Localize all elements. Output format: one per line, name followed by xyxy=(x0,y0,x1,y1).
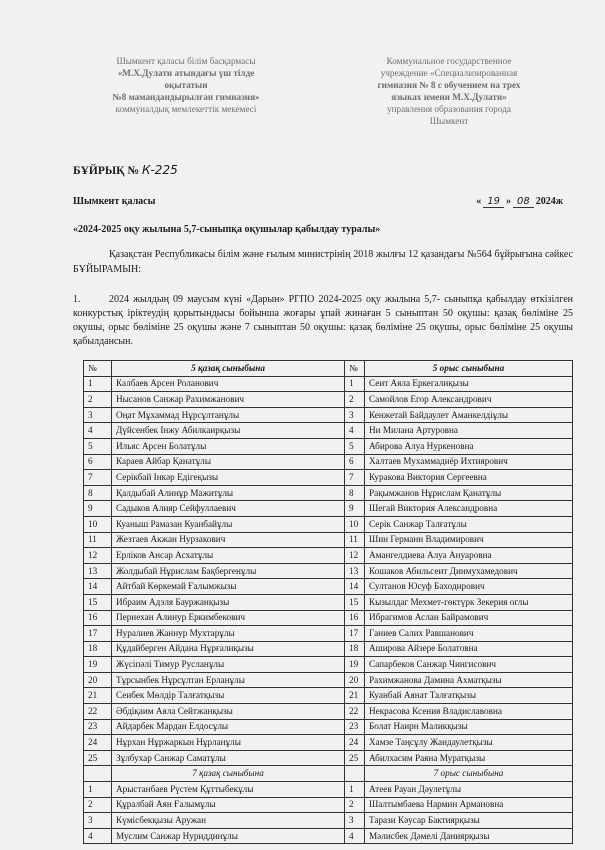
student-name-russian: Рахимжанова Дамина Ахматқызы xyxy=(365,672,573,688)
row-number-kazakh: 7 xyxy=(84,470,112,486)
student-name-kazakh: Калбаев Арсен Роланович xyxy=(112,376,345,392)
row-number-kazakh: 17 xyxy=(84,626,112,642)
student-name-kazakh: Айтбай Көркемай Ғалымжызы xyxy=(112,579,345,595)
row-number-kazakh: 6 xyxy=(84,454,112,470)
table-row xyxy=(84,657,573,673)
row-number-russian: 15 xyxy=(345,594,365,610)
row-number-kazakh: 1 xyxy=(84,376,112,392)
col-header-no: № xyxy=(84,361,112,377)
row-number-russian: 18 xyxy=(345,641,365,657)
row-number-kazakh: 10 xyxy=(84,516,112,532)
student-name-russian: Халтаев Мухаммадиёр Ихтиярович xyxy=(365,454,573,470)
student-name-russian: Ибрагимов Аслан Байрамович xyxy=(365,610,573,626)
letterhead-kz-line: оқытатын xyxy=(164,80,208,90)
row-number-russian: 11 xyxy=(345,532,365,548)
table-row xyxy=(84,438,573,454)
row-number-russian: 5 xyxy=(345,438,365,454)
table-row xyxy=(84,610,573,626)
table-row xyxy=(84,782,573,798)
letterhead-ru-line: учреждение «Специализированная xyxy=(380,68,518,78)
col-header-no: № xyxy=(345,361,365,377)
section-cell-empty xyxy=(84,766,112,782)
row-number-kazakh: 12 xyxy=(84,548,112,564)
table-row xyxy=(84,392,573,408)
letterhead-ru-line: Коммунальное государственное xyxy=(386,56,512,66)
col-header-kazakh-5: 5 қазақ сыныбына xyxy=(112,361,345,377)
row-number-kazakh: 22 xyxy=(84,704,112,720)
grade7-rows xyxy=(84,782,573,844)
student-name-russian: Рақымжанов Нұрислам Қанатұлы xyxy=(365,485,573,501)
table-row xyxy=(84,516,573,532)
row-number-russian: 2 xyxy=(345,392,365,408)
student-name-russian: Шегай Виктория Александровна xyxy=(365,501,573,517)
student-name-russian: Кошаков Абильсеит Динмухамедович xyxy=(365,563,573,579)
table-row xyxy=(84,454,573,470)
row-number-russian: 16 xyxy=(345,610,365,626)
student-name-kazakh: Пернехан Алинур Еркимбекович xyxy=(112,610,345,626)
row-number-russian: 13 xyxy=(345,563,365,579)
table-row xyxy=(84,828,573,844)
student-name-kazakh: Ибраим Адэля Бауржанқызы xyxy=(112,594,345,610)
order-date xyxy=(476,196,563,208)
student-name-russian: Куанбай Аянат Талғатқызы xyxy=(365,688,573,704)
section-cell-empty xyxy=(345,766,365,782)
student-name-russian: Абирова Алуа Нуркеновна xyxy=(365,438,573,454)
row-number-kazakh: 18 xyxy=(84,641,112,657)
student-name-russian: Тарази Кәусар Бактиярқызы xyxy=(365,813,573,829)
row-number-kazakh: 9 xyxy=(84,501,112,517)
row-number-russian: 12 xyxy=(345,548,365,564)
row-number-kazakh: 5 xyxy=(84,438,112,454)
col-header-russian-5: 5 орыс сыныбына xyxy=(365,361,573,377)
row-number-russian: 23 xyxy=(345,719,365,735)
row-number-russian: 1 xyxy=(345,376,365,392)
table-row xyxy=(84,688,573,704)
row-number-kazakh: 4 xyxy=(84,423,112,439)
row-number-kazakh: 23 xyxy=(84,719,112,735)
table-row xyxy=(84,719,573,735)
section-kazakh-7: 7 қазақ сыныбына xyxy=(112,766,345,782)
clause-text: 2024 жылдың 09 маусым күні «Дарын» РГПО 2024-2025 оқу жылына 5,7- сыныпқа қабылдау өткізілген конкурстық іріктеудің қорытындысы бойынша жоғары ұпай жинаған 5 сыныптан 50 оқушы: қазақ бөлiмiне 25 оқушы, орыс бөлiмiне 25 оқушы және 7 сыныптан 50 оқушы: қазақ бөлiмiне 25 оқушы, орыс бөлiмiне 25 оқушы қабылдансын. xyxy=(73,294,573,347)
table-header-row xyxy=(84,361,573,377)
student-name-russian: Хамзе Таңсұлу Жандаулетқызы xyxy=(365,735,573,751)
student-name-kazakh: Караев Айбар Қанатұлы xyxy=(112,454,345,470)
student-name-kazakh: Арыстанбаев Рүстем Құттыбекұлы xyxy=(112,782,345,798)
order-preamble: Қазақстан Республикасы білім және ғылым министрінің 2018 жылғы 12 қазандағы №564 бұйрығына сәйкес БҰЙЫРАМЫН: xyxy=(73,249,573,275)
table-row xyxy=(84,594,573,610)
student-name-kazakh: Жүсіпәлі Тимур Русланұлы xyxy=(112,657,345,673)
table-row xyxy=(84,704,573,720)
student-name-kazakh: Күмісбекқызы Аружан xyxy=(112,813,345,829)
row-number-kazakh: 1 xyxy=(84,782,112,798)
table-row xyxy=(84,563,573,579)
row-number-kazakh: 24 xyxy=(84,735,112,751)
row-number-russian: 20 xyxy=(345,672,365,688)
student-name-russian: Ганиев Салих Равшанович xyxy=(365,626,573,642)
student-name-kazakh: Ильяс Арсен Болатұлы xyxy=(112,438,345,454)
row-number-russian: 8 xyxy=(345,485,365,501)
row-number-kazakh: 3 xyxy=(84,813,112,829)
student-name-russian: Султанов Юсуф Баходирович xyxy=(365,579,573,595)
date-year: 2024ж xyxy=(535,196,563,207)
clause-number: 1. xyxy=(73,294,81,305)
order-clause-1 xyxy=(73,293,573,349)
row-number-russian: 4 xyxy=(345,423,365,439)
student-name-russian: Абилхасим Раяна Муратқызы xyxy=(365,750,573,766)
row-number-russian: 24 xyxy=(345,735,365,751)
student-name-kazakh: Нысанов Санжар Рахимжанович xyxy=(112,392,345,408)
student-name-kazakh: Айдарбек Мардан Елдосұлы xyxy=(112,719,345,735)
row-number-kazakh: 2 xyxy=(84,392,112,408)
student-name-kazakh: Оңат Мұхаммад Нұрсұлтанұлы xyxy=(112,407,345,423)
student-name-kazakh: Құдайберген Айдана Нұрғалиқызы xyxy=(112,641,345,657)
student-name-russian: Кенжетай Байдаулет Аманкелдіұлы xyxy=(365,407,573,423)
student-name-russian: Куракова Виктория Сергеевна xyxy=(365,470,573,486)
row-number-kazakh: 19 xyxy=(84,657,112,673)
letterhead-kz-line: коммуналдық мемлекеттік мекемесі xyxy=(115,104,257,114)
row-number-russian: 1 xyxy=(345,782,365,798)
student-name-russian: Болат Наирн Маликқызы xyxy=(365,719,573,735)
letterhead-ru-line: гимназия № 8 с обучением на трех xyxy=(377,80,521,90)
student-name-kazakh: Құралбай Аян Ғалымұлы xyxy=(112,797,345,813)
student-name-russian: Сапарбеков Санжар Чингисович xyxy=(365,657,573,673)
order-subject: «2024-2025 оқу жылына 5,7-сыныпқа оқушылар қабылдау туралы» xyxy=(73,224,381,235)
date-quote-open: « xyxy=(476,196,482,207)
row-number-russian: 17 xyxy=(345,626,365,642)
table-row xyxy=(84,407,573,423)
student-name-russian: Сеит Аяла Еркегалиқызы xyxy=(365,376,573,392)
section-row xyxy=(84,766,573,782)
row-number-russian: 3 xyxy=(345,407,365,423)
student-name-kazakh: Муслим Санжар Нуриддинұлы xyxy=(112,828,345,844)
table-row xyxy=(84,750,573,766)
student-name-kazakh: Серікбай Інкәр Едігеқызы xyxy=(112,470,345,486)
student-name-russian: Шалтымбаева Нармин Армановна xyxy=(365,797,573,813)
student-name-kazakh: Зұлбухар Санжар Саматұлы xyxy=(112,750,345,766)
student-name-kazakh: Жезтаев Акжан Нурзакович xyxy=(112,532,345,548)
student-name-kazakh: Қалдыбай Алинұр Мажитұлы xyxy=(112,485,345,501)
row-number-russian: 2 xyxy=(345,797,365,813)
letterhead-ru-line: Шымкент xyxy=(429,116,469,126)
letterhead-kazakh xyxy=(80,55,292,115)
row-number-kazakh: 8 xyxy=(84,485,112,501)
student-name-kazakh: Әбдіқаим Аяла Сейтжанқызы xyxy=(112,704,345,720)
table-row xyxy=(84,485,573,501)
student-name-kazakh: Садыков Алияр Сейфуллаевич xyxy=(112,501,345,517)
row-number-kazakh: 14 xyxy=(84,579,112,595)
student-name-kazakh: Тұрсынбек Нұрсұлтан Ерланұлы xyxy=(112,672,345,688)
row-number-kazakh: 3 xyxy=(84,407,112,423)
order-city: Шымкент қаласы xyxy=(73,196,156,207)
row-number-kazakh: 11 xyxy=(84,532,112,548)
student-name-russian: Мәлисбек Дәмелі Даниярқызы xyxy=(365,828,573,844)
table-row xyxy=(84,548,573,564)
date-quote-close: » xyxy=(506,196,511,207)
student-roster-table xyxy=(83,360,573,844)
table-row xyxy=(84,797,573,813)
row-number-russian: 25 xyxy=(345,750,365,766)
grade5-rows xyxy=(84,376,573,766)
table-row xyxy=(84,470,573,486)
row-number-kazakh: 16 xyxy=(84,610,112,626)
order-label: БҰЙРЫҚ № xyxy=(73,165,139,177)
order-number: К-225 xyxy=(141,163,178,177)
letterhead-kz-line: «М.Х.Дулати атындағы үш тілде xyxy=(117,68,255,78)
student-name-russian: Серік Санжар Талғатұлы xyxy=(365,516,573,532)
letterhead-ru-line: языках имени М.Х.Дулати» xyxy=(391,92,507,102)
row-number-kazakh: 25 xyxy=(84,750,112,766)
table-row xyxy=(84,376,573,392)
student-name-kazakh: Нуралиев Жаннур Мухтарұлы xyxy=(112,626,345,642)
row-number-kazakh: 13 xyxy=(84,563,112,579)
table-row xyxy=(84,423,573,439)
row-number-russian: 7 xyxy=(345,470,365,486)
row-number-kazakh: 20 xyxy=(84,672,112,688)
table-row xyxy=(84,501,573,517)
row-number-kazakh: 21 xyxy=(84,688,112,704)
table-row xyxy=(84,672,573,688)
row-number-russian: 19 xyxy=(345,657,365,673)
student-name-russian: Атеев Рауан Дәулетұлы xyxy=(365,782,573,798)
student-name-kazakh: Ерліков Ансар Асхатұлы xyxy=(112,548,345,564)
letterhead-russian xyxy=(340,55,558,127)
section-russian-7: 7 орыс сыныбына xyxy=(365,766,573,782)
row-number-kazakh: 4 xyxy=(84,828,112,844)
student-name-kazakh: Нұрхан Нұржаркын Нұрланұлы xyxy=(112,735,345,751)
letterhead-kz-line: №8 мамандандырылған гимназия» xyxy=(112,92,260,102)
date-day: 19 xyxy=(483,196,504,208)
row-number-kazakh: 2 xyxy=(84,797,112,813)
row-number-russian: 3 xyxy=(345,813,365,829)
row-number-russian: 6 xyxy=(345,454,365,470)
student-name-russian: Некрасова Ксения Владиславовна xyxy=(365,704,573,720)
student-name-russian: Шин Германн Владимирович xyxy=(365,532,573,548)
table-row xyxy=(84,532,573,548)
grade7-section xyxy=(84,766,573,782)
order-heading xyxy=(73,163,178,177)
row-number-russian: 9 xyxy=(345,501,365,517)
student-name-kazakh: Сеибек Мөлдір Талғатқызы xyxy=(112,688,345,704)
student-name-russian: Амангелдиева Алуа Ануаровна xyxy=(365,548,573,564)
table-row xyxy=(84,579,573,595)
letterhead-kz-line: Шымкент қаласы білім басқармасы xyxy=(116,56,256,66)
table-row xyxy=(84,735,573,751)
table-row xyxy=(84,626,573,642)
letterhead-ru-line: управления образования города xyxy=(387,104,511,114)
student-name-kazakh: Дүйсенбек Інжу Абилкаирқызы xyxy=(112,423,345,439)
student-name-russian: Кызылдаг Мехмет-гөктүрк Зекерия оглы xyxy=(365,594,573,610)
date-month: 08 xyxy=(513,196,534,208)
row-number-russian: 4 xyxy=(345,828,365,844)
table-row xyxy=(84,641,573,657)
row-number-russian: 14 xyxy=(345,579,365,595)
row-number-kazakh: 15 xyxy=(84,594,112,610)
student-name-kazakh: Куаныш Рамазан Куанбайұлы xyxy=(112,516,345,532)
row-number-russian: 22 xyxy=(345,704,365,720)
student-name-russian: Аширова Айзере Болатовна xyxy=(365,641,573,657)
row-number-russian: 21 xyxy=(345,688,365,704)
student-name-kazakh: Жолдыбай Нұрислам Бақбергенұлы xyxy=(112,563,345,579)
table-row xyxy=(84,813,573,829)
student-name-russian: Самойлов Егор Александрович xyxy=(365,392,573,408)
row-number-russian: 10 xyxy=(345,516,365,532)
student-name-russian: Ни Милана Артуровна xyxy=(365,423,573,439)
